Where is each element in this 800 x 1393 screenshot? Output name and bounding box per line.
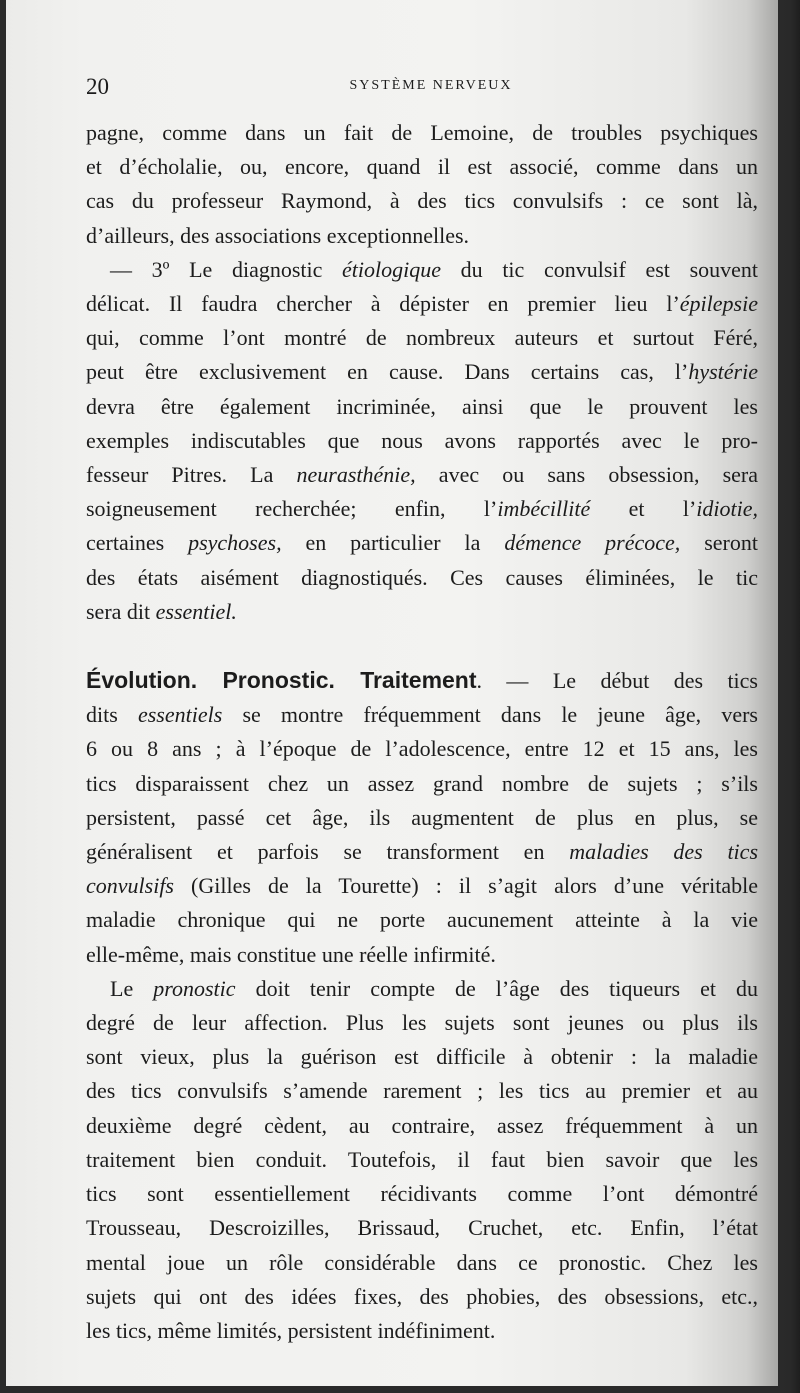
text-run: seront (680, 530, 758, 556)
text-line: et d’écholalie, ou, encore, quand il est associé, comme dans un (86, 154, 758, 180)
text-line (86, 458, 758, 492)
text-run: Le (110, 975, 154, 1001)
emphasis: épilepsie (679, 291, 758, 317)
text-run: généralisent et parfois se transforment en (86, 839, 570, 865)
text-line: traitement bien conduit. Toutefois, il faut bien savoir que les (86, 1146, 758, 1172)
text-line: degré de leur affection. Plus les sujets sont jeunes ou plus ils (86, 1010, 758, 1036)
text-line (86, 287, 758, 321)
text-line: 6 ou 8 ans ; à l’époque de l’adolescence, entre 12 et 15 ans, les (86, 736, 758, 762)
emphasis: maladies des tics (569, 839, 758, 865)
text-line: deuxième degré cèdent, au contraire, assez fréquemment à un (86, 1112, 758, 1138)
text-run: dits (86, 702, 138, 728)
text-line (86, 595, 758, 629)
text-line: sont vieux, plus la guérison est difficile à obtenir : la maladie (86, 1044, 758, 1070)
text-line (86, 698, 758, 732)
text-line (86, 869, 758, 903)
page-number: 20 (86, 74, 109, 99)
text-line (86, 835, 758, 869)
text-line: tics sont essentiellement récidivants comme l’ont démontré (86, 1181, 758, 1207)
text-line: Trousseau, Descroizilles, Brissaud, Cruchet, etc. Enfin, l’état (86, 1215, 758, 1241)
text-line: persistent, passé cet âge, ils augmentent de plus en plus, se (86, 804, 758, 830)
emphasis: idiotie, (696, 496, 758, 522)
text-run: certaines (86, 530, 189, 556)
text-line: qui, comme l’ont montré de nombreux auteurs et surtout Féré, (86, 325, 758, 351)
text-run: — 3º Le diagnostic (110, 256, 343, 282)
text-run: soigneusement recherchée; enfin, l’ (86, 496, 498, 522)
text-run: avec ou sans obsession, sera (415, 462, 758, 488)
emphasis: étiologique (342, 256, 442, 282)
emphasis: hystérie (688, 359, 758, 385)
emphasis: psychoses, (188, 530, 282, 556)
text-line (86, 526, 758, 560)
text-line (86, 355, 758, 389)
text-line: devra être également incriminée, ainsi que le prouvent les (86, 393, 758, 419)
text-line: d’ailleurs, des associations exceptionnelles. (86, 222, 470, 248)
text-run: . — Le début des tics (476, 668, 758, 694)
text-run: fesseur Pitres. La (86, 462, 297, 488)
section-heading: Évolution. Pronostic. Traitement (86, 667, 477, 694)
text-line: des états aisément diagnostiqués. Ces causes éliminées, le tic (86, 564, 758, 590)
text-line (86, 253, 758, 287)
text-run: en particulier la (281, 530, 505, 556)
section-spacer (86, 629, 758, 663)
text-line (86, 972, 758, 1006)
text-line: tics disparaissent chez un assez grand nombre de sujets ; s’ils (86, 770, 758, 796)
page-edge-shadow (778, 0, 800, 1393)
emphasis: neurasthénie, (296, 462, 416, 488)
running-title: SYSTÈME NERVEUX (349, 78, 513, 93)
text-line: cas du professeur Raymond, à des tics convulsifs : ce sont là, (86, 188, 758, 214)
text-run: se montre fréquemment dans le jeune âge, vers (222, 702, 758, 728)
text-line: les tics, même limités, persistent indéfiniment. (86, 1317, 496, 1343)
text-line: mental joue un rôle considérable dans ce pronostic. Chez les (86, 1249, 758, 1275)
text-run: et l’ (590, 496, 697, 522)
text-line (86, 492, 758, 526)
text-run: délicat. Il faudra chercher à dépister en premier lieu l’ (86, 291, 680, 317)
emphasis: pronostic (153, 975, 236, 1001)
emphasis: imbécillité (497, 496, 591, 522)
text-line (86, 663, 758, 698)
text-line: exemples indiscutables que nous avons rapportés avec le pro- (86, 427, 758, 453)
text-run: sera dit (86, 598, 156, 624)
text-run: (Gilles de la Tourette) : il s’agit alors d’une véritable (174, 873, 758, 899)
emphasis: essentiel. (155, 598, 237, 624)
text-run: du tic convulsif est souvent (441, 256, 759, 282)
text-run: doit tenir compte de l’âge des tiqueurs et du (235, 975, 759, 1001)
body-text (86, 116, 758, 1348)
book-page (6, 0, 778, 1386)
text-line: sujets qui ont des idées fixes, des phobies, des obsessions, etc., (86, 1283, 758, 1309)
emphasis: démence précoce, (504, 530, 681, 556)
text-run: peut être exclusivement en cause. Dans certains cas, l’ (86, 359, 689, 385)
emphasis: convulsifs (86, 873, 174, 899)
text-line: des tics convulsifs s’amende rarement ; les tics au premier et au (86, 1078, 758, 1104)
emphasis: essentiels (137, 702, 223, 728)
text-line: maladie chronique qui ne porte aucunement atteinte à la vie (86, 907, 758, 933)
text-line: elle-même, mais constitue une réelle infirmité. (86, 941, 496, 967)
text-line: pagne, comme dans un fait de Lemoine, de troubles psychiques (86, 120, 758, 145)
page-header (86, 74, 756, 104)
